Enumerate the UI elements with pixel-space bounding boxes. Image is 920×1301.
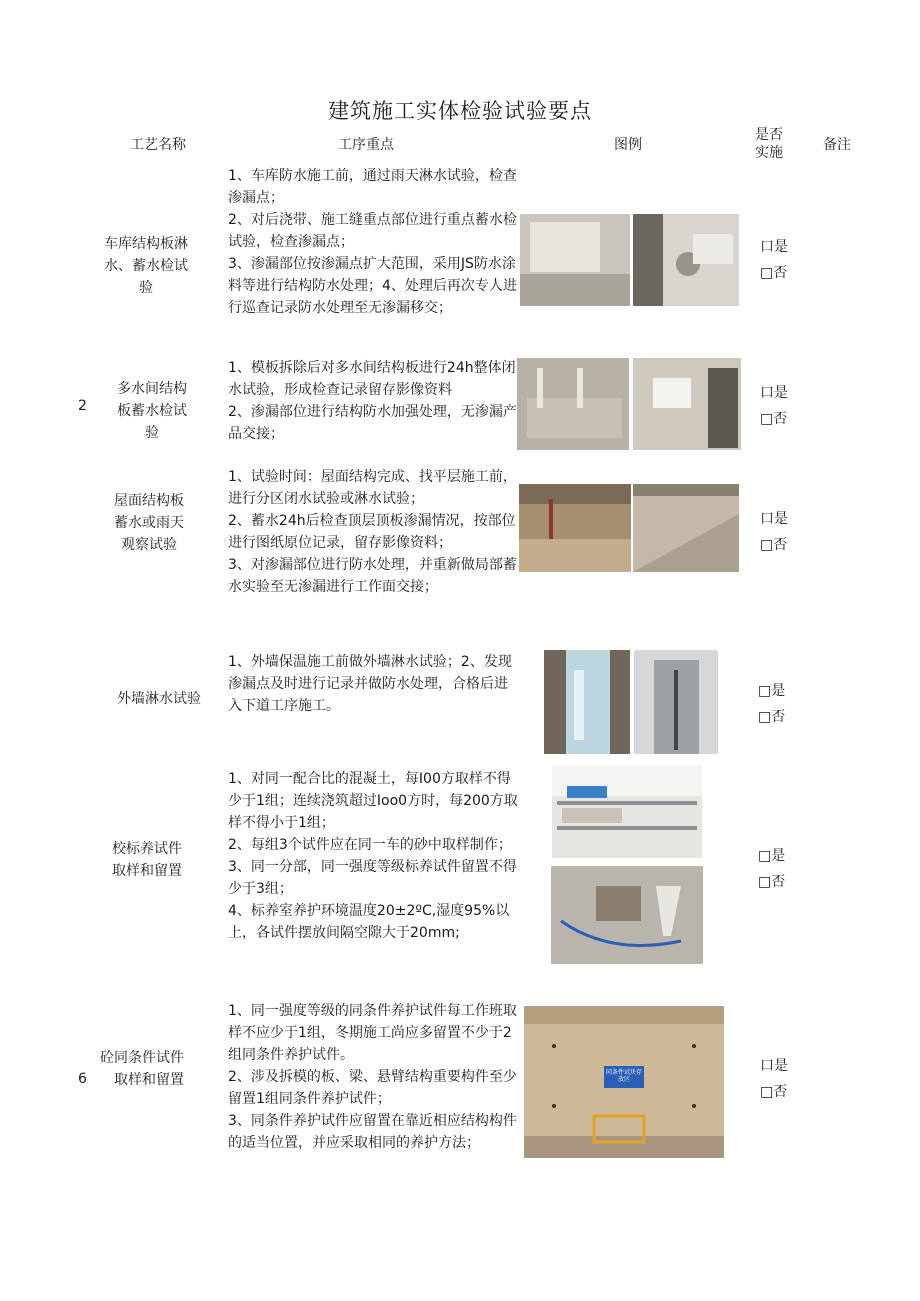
row-3-yes[interactable]: 口是 xyxy=(760,511,788,527)
row-3-checkbox[interactable] xyxy=(760,506,788,558)
row-5-no[interactable]: □否 xyxy=(758,874,786,890)
row-5-checkbox[interactable] xyxy=(758,843,785,895)
row-4-checkbox[interactable] xyxy=(758,678,785,730)
row-5-photo-2 xyxy=(551,866,703,964)
row-4-no[interactable]: □否 xyxy=(758,709,786,725)
row-2-photo-1 xyxy=(517,358,629,450)
row-3-point-2: 2、蓄水24h后检查顶层顶板渗漏情况，按部位进行图纸原位记录，留存影像资料； xyxy=(228,513,516,551)
row-2-checkbox[interactable] xyxy=(760,380,788,432)
row-4-yes[interactable]: □是 xyxy=(758,683,786,699)
row-3-points xyxy=(228,466,518,598)
row-5-yes[interactable]: □是 xyxy=(758,848,786,864)
row-1-points xyxy=(228,165,518,319)
row-4-photo-1 xyxy=(544,650,630,754)
row-4-photo-2 xyxy=(634,650,718,754)
header-implemented: 是否实施 xyxy=(755,127,783,161)
header-key-points: 工序重点 xyxy=(338,137,394,153)
row-5-name: 校标养试件取样和留置 xyxy=(112,841,182,879)
row-1-photo-2 xyxy=(633,214,739,306)
row-1-no[interactable]: □否 xyxy=(760,265,788,281)
row-3-point-1: 1、试验时间：屋面结构完成、找平层施工前，进行分区闭水试验或淋水试验； xyxy=(228,469,517,507)
row-3-photo-2 xyxy=(633,484,739,572)
row-5-point-3: 3、同一分部，同一强度等级标养试件留置不得少于3组； xyxy=(228,859,517,897)
row-2-point-2: 2、渗漏部位进行结构防水加强处理，无渗漏产品交接； xyxy=(228,404,517,442)
row-2-no[interactable]: □否 xyxy=(760,411,788,427)
row-6-point-2: 2、涉及拆模的板、梁、悬臂结构重要构件至少留置1组同条件养护试件； xyxy=(228,1069,517,1107)
row-6-name: 砼同条件试件取样和留置 xyxy=(100,1050,184,1088)
row-6-point-1: 1、同一强度等级的同条件养护试件每工作班取样不应少于1组，冬期施工尚应多留置不少于2组同条件养护试件。 xyxy=(228,1003,517,1063)
row-2-yes[interactable]: 口是 xyxy=(760,385,788,401)
row-3-point-3: 3、对渗漏部位进行防水处理，并重新做局部蓄水实验至无渗漏进行工作面交接； xyxy=(228,557,517,595)
row-6-photo xyxy=(524,1006,724,1158)
row-2-number: 2 xyxy=(78,398,87,414)
header-remarks: 备注 xyxy=(823,137,851,153)
header-process: 工艺名称 xyxy=(130,137,186,153)
row-6-photo-caption: 同条件试块存放区 xyxy=(605,1069,642,1083)
row-6-points xyxy=(228,1000,518,1154)
row-6-point-3: 3、同条件养护试件应留置在靠近相应结构构件的适当位置，并应采取相同的养护方法； xyxy=(228,1113,517,1151)
row-5-point-1: 1、对同一配合比的混凝土，每I00方取样不得少于1组；连续浇筑超过Ioo0方时，每200方取样不得小于1组； xyxy=(228,771,518,831)
page-title: 建筑施工实体检验试验要点 xyxy=(328,99,592,123)
row-6-checkbox[interactable] xyxy=(760,1053,788,1105)
row-1-name: 车库结构板淋水、蓄水检试验 xyxy=(104,236,188,296)
row-3-name: 屋面结构板蓄水或雨天观察试验 xyxy=(114,493,184,553)
row-5-point-2: 2、每组3个试件应在同一车的砂中取样制作； xyxy=(228,837,512,853)
row-4-name: 外墙淋水试验 xyxy=(117,691,201,707)
row-6-yes[interactable]: 口是 xyxy=(760,1058,788,1074)
row-2-point-1: 1、模板拆除后对多水间结构板进行24h整体闭水试验，形成检查记录留存影像资料 xyxy=(228,360,516,398)
row-1-point-2: 2、对后浇带、施工缝重点部位进行重点蓄水检试验，检查渗漏点； xyxy=(228,212,517,250)
row-6-number: 6 xyxy=(78,1071,87,1087)
row-3-no[interactable]: □否 xyxy=(760,537,788,553)
row-2-name: 多水间结构板蓄水检试验 xyxy=(117,381,187,441)
row-1-point-1: 1、车库防水施工前，通过雨天淋水试验，检查渗漏点； xyxy=(228,168,517,206)
row-4-points xyxy=(228,651,518,717)
row-2-points xyxy=(228,357,518,445)
row-6-no[interactable]: □否 xyxy=(760,1084,788,1100)
row-1-yes[interactable]: 口是 xyxy=(760,239,788,255)
row-5-points xyxy=(228,768,518,944)
row-1-point-3: 3、渗漏部位按渗漏点扩大范围，采用JS防水涂料等进行结构防水处理；4、处理后再次专人进行巡查记录防水处理至无渗漏移交； xyxy=(228,256,517,316)
row-1-checkbox[interactable] xyxy=(760,234,788,286)
row-3-photo-1 xyxy=(519,484,631,572)
row-5-photo-1 xyxy=(552,766,702,858)
header-figure: 图例 xyxy=(614,137,642,153)
row-1-photo-1 xyxy=(520,214,630,306)
row-5-point-4: 4、标养室养护环境温度20±2ºC,湿度95%以上，各试件摆放间隔空隙大于20mm; xyxy=(228,903,510,941)
row-2-photo-2 xyxy=(633,358,741,450)
row-4-point-1: 1、外墙保温施工前做外墙淋水试验；2、发现渗漏点及时进行记录并做防水处理，合格后进入下道工序施工。 xyxy=(228,654,512,714)
